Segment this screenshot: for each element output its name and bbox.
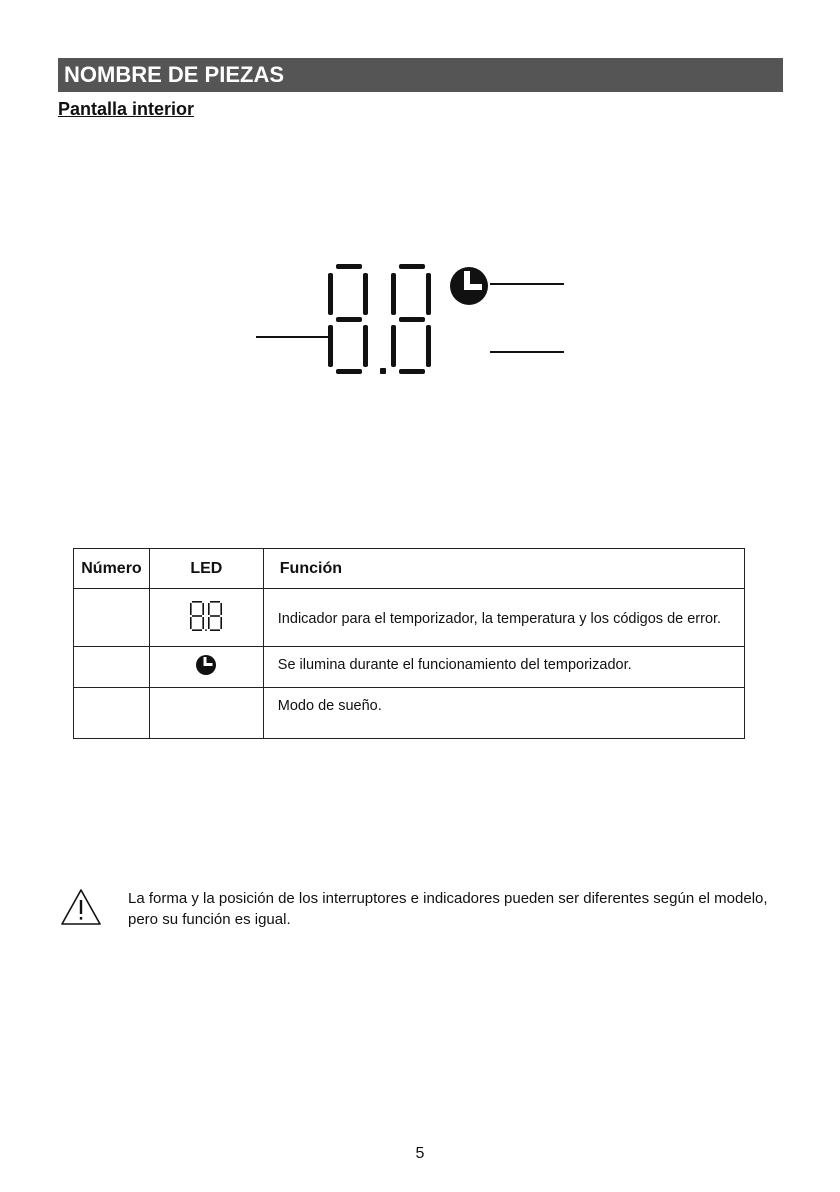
seven-segment-icon xyxy=(189,600,223,632)
warning-text: La forma y la posición de los interruptores e indicadores pueden ser diferentes según el modelo, pero su función es igual. xyxy=(128,890,768,928)
seven-segment-display-icon xyxy=(328,264,431,374)
row-number xyxy=(74,647,150,688)
table-row xyxy=(74,688,745,739)
row-function: Modo de sueño. xyxy=(263,688,744,739)
warning-triangle-icon xyxy=(60,888,102,926)
row-function: Indicador para el temporizador, la temperatura y los códigos de error. xyxy=(263,589,744,647)
moon-icon xyxy=(450,333,487,367)
section-header xyxy=(58,58,783,92)
table-header-row xyxy=(74,549,745,589)
subtitle: Pantalla interior xyxy=(58,99,195,119)
table-row xyxy=(74,647,745,688)
row-function: Se ilumina durante el funcionamiento del temporizador. xyxy=(263,647,744,688)
row-led xyxy=(149,688,263,739)
row-led xyxy=(149,589,263,647)
header-led: LED xyxy=(149,549,263,589)
header-function: Función xyxy=(263,549,744,589)
row-number xyxy=(74,688,150,739)
moon-icon xyxy=(194,699,218,723)
row-number xyxy=(74,589,150,647)
row-led xyxy=(149,647,263,688)
display-diagram-svg xyxy=(250,255,580,385)
display-diagram xyxy=(250,255,580,385)
clock-icon xyxy=(194,653,218,677)
page-number: 5 xyxy=(415,1145,425,1162)
table-row xyxy=(74,589,745,647)
clock-icon xyxy=(450,267,488,305)
parts-table xyxy=(73,548,745,739)
section-title: NOMBRE DE PIEZAS xyxy=(64,62,285,87)
header-number: Número xyxy=(74,549,150,589)
